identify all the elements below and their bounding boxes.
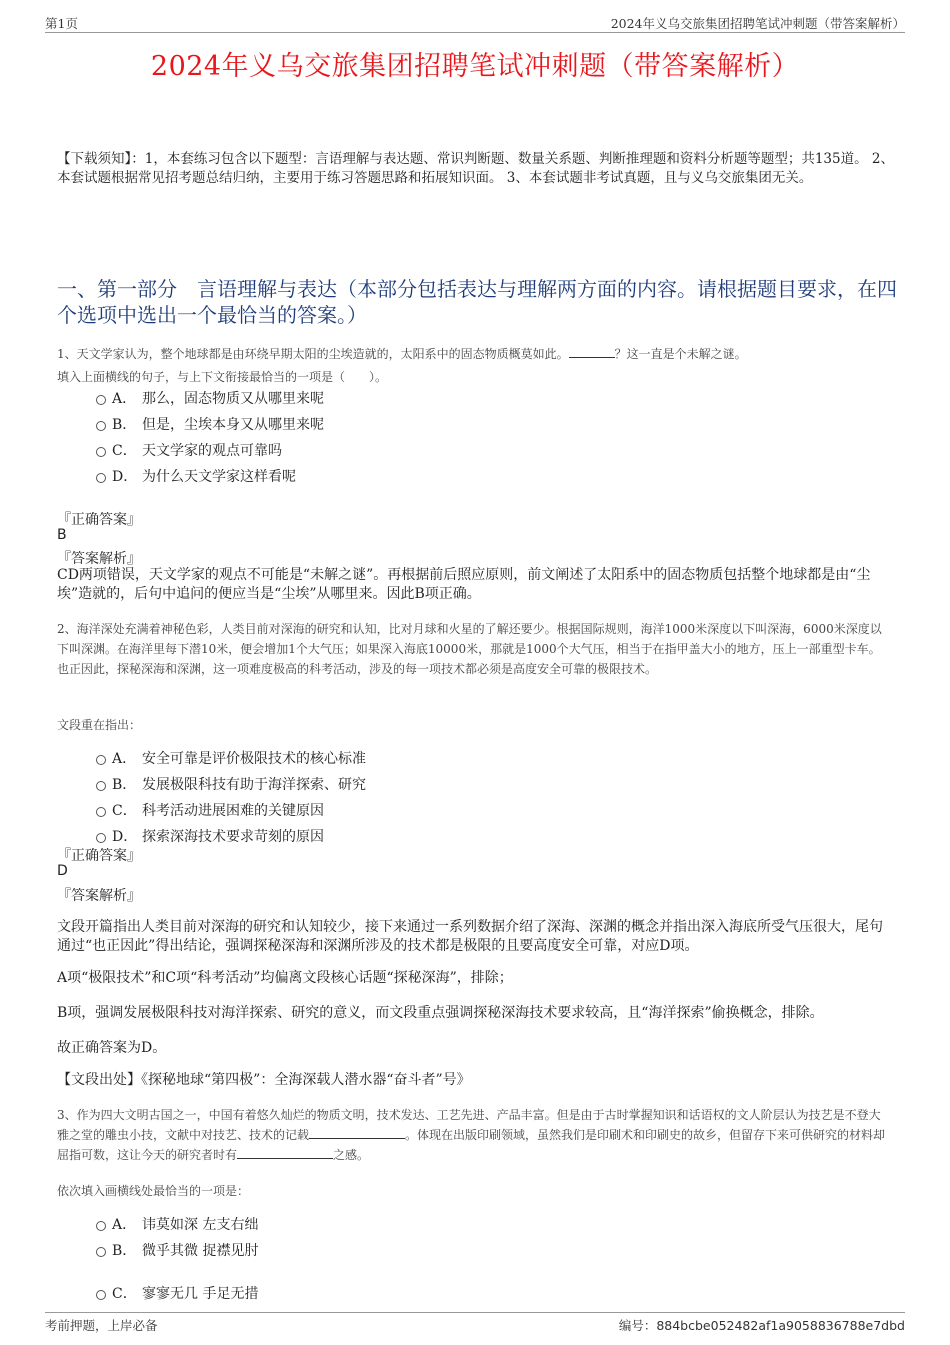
radio-icon[interactable] (96, 421, 106, 431)
q3-option-a[interactable]: A． 讳莫如深 左支右绌 (96, 1215, 258, 1235)
q2-answer: D (57, 863, 68, 879)
question-3-prompt: 依次填入画横线处最恰当的一项是： (57, 1184, 250, 1198)
download-notice: 【下载须知】：1，本套练习包含以下题型：言语理解与表达题、常识判断题、数量关系题、判断推理题和资料分析题等题型；共135道。 2、本套试题根据常见招考题总结归纳，主要用于练习答题思路和拓展知识面。 3、本套试题非考试真题，且与义乌交旅集团无关。 (57, 151, 894, 186)
section-heading: 一、第一部分 言语理解与表达（本部分包括表达与理解两方面的内容。请根据题目要求，在四个选项中选出一个最恰当的答案。） (57, 277, 897, 327)
q2-source: 【文段出处】《探秘地球“第四极”：全海深载人潜水器“奋斗者”号》 (57, 1072, 471, 1088)
document-code: 编号：884bcbe052482af1a9058836788e7dbd (618, 1318, 905, 1333)
fill-blank (237, 1146, 333, 1159)
q2-analysis-label: 『答案解析』 (57, 888, 141, 904)
radio-icon[interactable] (96, 781, 106, 791)
question-2-prompt: 文段重在指出： (57, 718, 142, 732)
question-3-stem: 3、作为四大文明古国之一，中国有着悠久灿烂的物质文明，技术发达、工艺先进、产品丰富。但是由于古时掌握知识和话语权的文人阶层认为技艺是不登大雅之堂的雕虫小技，文献中对技艺、技术的记载 。体现在出版印刷领域，虽然我们是印刷术和印刷史的故乡，但留存下来可供研究的材料却屈指可数，这让今天的研究者时有 之感。 (57, 1108, 886, 1162)
page-footer (45, 1312, 905, 1333)
q3-option-c[interactable]: C． 寥寥无几 手足无措 (96, 1284, 258, 1304)
footer-slogan: 考前押题，上岸必备 (45, 1318, 158, 1333)
radio-icon[interactable] (96, 833, 106, 843)
q2-option-b[interactable]: B． 发展极限科技有助于海洋探索、研究 (96, 775, 366, 795)
q1-option-d[interactable]: D． 为什么天文学家这样看呢 (96, 467, 296, 487)
radio-icon[interactable] (96, 755, 106, 765)
question-2-stem: 2、海洋深处充满着神秘色彩，人类目前对深海的研究和认知，比对月球和火星的了解还要少。根据国际规则，海洋1000米深度以下叫深海，6000米深度以下叫深渊。在海洋里每下潜10米，便会增加1个大气压；如果深入海底10000米，那就是1000个大气压，相当于在指甲盖大小的地方，压上一部重型卡车。也正因此，探秘深海和深渊，这一项难度极高的科考活动，涉及的每一项技术都必须是高度安全可靠的极限技术。 (57, 622, 882, 676)
q2-analysis-para-1: 文段开篇指出人类目前对深海的研究和认知较少，接下来通过一系列数据介绍了深海、深渊的概念并指出深入海底所受气压很大，尾句通过“也正因此”得出结论，强调探秘深海和深渊所涉及的技术都是极限的且要高度安全可靠，对应D项。 (57, 919, 883, 954)
q2-option-d[interactable]: D． 探索深海技术要求苛刻的原因 (96, 827, 324, 847)
fill-blank (569, 345, 615, 358)
radio-icon[interactable] (96, 473, 106, 483)
question-1-prompt: 填入上面横线的句子，与上下文衔接最恰当的一项是（ ）。 (57, 370, 388, 384)
q2-analysis-para-4: 故正确答案为D。 (57, 1040, 167, 1056)
header-doc-title: 2024年义乌交旅集团招聘笔试冲刺题（带答案解析） (610, 16, 905, 31)
q1-answer-label: 『正确答案』 (57, 512, 141, 528)
radio-icon[interactable] (96, 1290, 106, 1300)
radio-icon[interactable] (96, 1221, 106, 1231)
q3-option-b[interactable]: B． 微乎其微 捉襟见肘 (96, 1241, 258, 1261)
q1-analysis: CD两项错误，天文学家的观点不可能是“未解之谜”。再根据前后照应原则，前文阐述了太阳系中的固态物质包括整个地球都是由“尘埃”造就的，后句中追问的便应当是“尘埃”从哪里来。因此B项正确。 (57, 567, 871, 602)
q2-analysis-para-2: A项“极限技术”和C项“科考活动”均偏离文段核心话题“探秘深海”，排除； (57, 970, 513, 986)
q1-option-b[interactable]: B． 但是，尘埃本身又从哪里来呢 (96, 415, 324, 435)
question-1-stem: 1、天文学家认为，整个地球都是由环绕早期太阳的尘埃造就的，太阳系中的固态物质概莫如此。 ？这一直是个未解之谜。 (57, 347, 747, 361)
fill-blank (309, 1126, 405, 1139)
radio-icon[interactable] (96, 395, 106, 405)
radio-icon[interactable] (96, 807, 106, 817)
page-number: 第1页 (45, 16, 78, 31)
q2-answer-label: 『正确答案』 (57, 848, 141, 864)
document-title: 2024年义乌交旅集团招聘笔试冲刺题（带答案解析） (150, 51, 800, 82)
radio-icon[interactable] (96, 447, 106, 457)
radio-icon[interactable] (96, 1247, 106, 1257)
q1-option-a[interactable]: A． 那么，固态物质又从哪里来呢 (96, 389, 324, 409)
q1-answer: B (57, 527, 67, 543)
q2-option-c[interactable]: C． 科考活动进展困难的关键原因 (96, 801, 324, 821)
q2-analysis-para-3: B项，强调发展极限科技对海洋探索、研究的意义，而文段重点强调探秘深海技术要求较高，且“海洋探索”偷换概念，排除。 (57, 1005, 824, 1021)
q1-option-c[interactable]: C． 天文学家的观点可靠吗 (96, 441, 282, 461)
q2-option-a[interactable]: A． 安全可靠是评价极限技术的核心标准 (96, 749, 366, 769)
page-header (45, 14, 905, 33)
q1-analysis-label: 『答案解析』 (57, 551, 141, 567)
